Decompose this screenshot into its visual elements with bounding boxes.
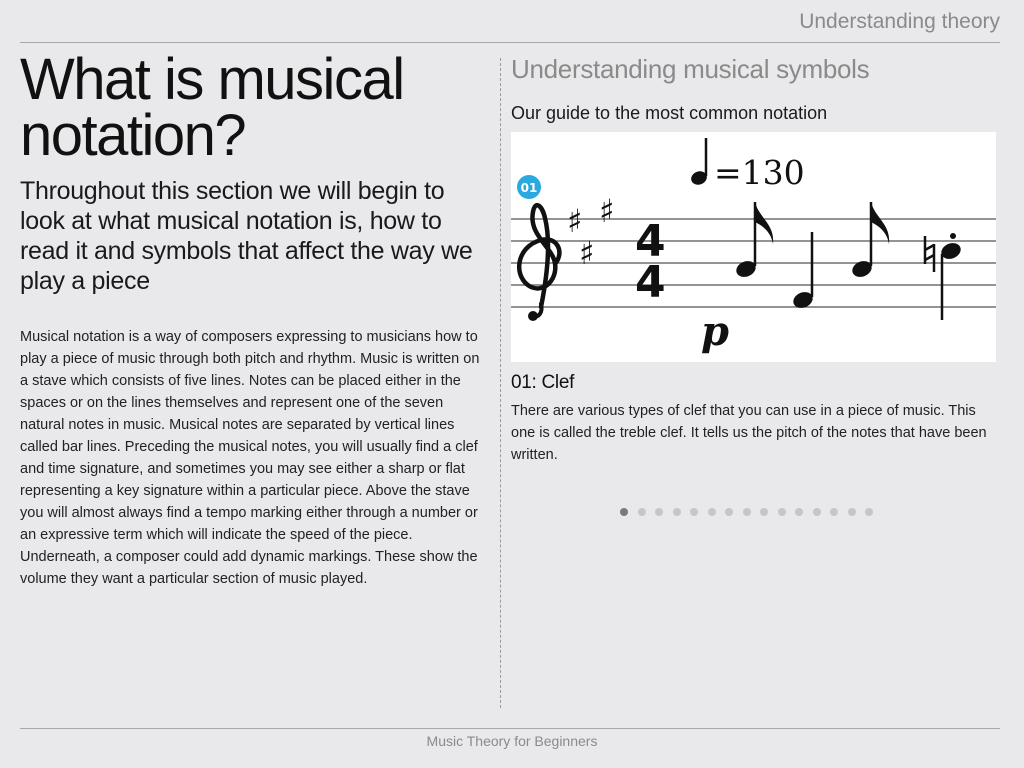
caption-title: 01: Clef xyxy=(511,372,575,393)
pagination-dots xyxy=(620,508,873,516)
page-dot-5[interactable] xyxy=(690,508,698,516)
header-title: Understanding theory xyxy=(799,10,1000,33)
header-divider xyxy=(20,42,1000,43)
time-signature xyxy=(635,216,666,308)
page-dot-12[interactable] xyxy=(813,508,821,516)
page-dot-2[interactable] xyxy=(638,508,646,516)
tempo-value: =130 xyxy=(714,153,805,192)
page-dot-10[interactable] xyxy=(778,508,786,516)
page-dot-11[interactable] xyxy=(795,508,803,516)
section-subtitle: Our guide to the most common notation xyxy=(511,103,828,123)
sharp-3: ♯ xyxy=(579,234,595,272)
page-dot-7[interactable] xyxy=(725,508,733,516)
quarter-note-1 xyxy=(791,232,815,311)
dynamic-marking: p xyxy=(701,308,729,355)
body-text: Musical notation is a way of composers expressing to musicians how to play a piece of music through both pitch and rhythm. Music is written on a stave which consists of five lines. Notes can be placed either in the spaces or on the lines themselves and represent one of the seven natural notes in music. Musical notes are separated by vertical lines called bar lines. Preceding the musical notes, you will usually find a clef and time signature, and sometimes you may see either a sharp or flat representing a key signature within a particular piece. Above the stave you will almost always find a tempo marking either through a number or an expressive term which will indicate the speed of the piece. Underneath, a composer could add dynamic markings. These show the volume they want a particular section of music played. xyxy=(20,329,480,587)
key-signature xyxy=(567,192,614,272)
page-title-line-2: notation? xyxy=(20,103,246,168)
intro-text: Throughout this section we will begin to look at what musical notation is, how to read it and symbols that affect the way we play a piece xyxy=(20,177,473,295)
footer-divider xyxy=(20,728,1000,729)
page-dot-15[interactable] xyxy=(865,508,873,516)
time-signature-bottom: 4 xyxy=(635,257,666,308)
right-column xyxy=(511,54,1001,466)
sharp-1: ♯ xyxy=(567,202,583,240)
notation-illustration xyxy=(511,132,996,362)
figure-badge-label: 01 xyxy=(520,181,538,195)
sharp-2: ♯ xyxy=(599,192,615,230)
column-divider xyxy=(500,58,501,708)
page-dot-6[interactable] xyxy=(708,508,716,516)
tempo-marking xyxy=(689,138,804,192)
page-dot-8[interactable] xyxy=(743,508,751,516)
time-signature-top: 4 xyxy=(635,216,666,267)
page-dot-1[interactable] xyxy=(620,508,628,516)
footer-text: Music Theory for Beginners xyxy=(426,733,598,749)
page-dot-14[interactable] xyxy=(848,508,856,516)
page-dot-9[interactable] xyxy=(760,508,768,516)
page-dot-13[interactable] xyxy=(830,508,838,516)
section-title: Understanding musical symbols xyxy=(511,54,870,84)
left-column xyxy=(20,47,490,590)
page-dot-3[interactable] xyxy=(655,508,663,516)
page-title xyxy=(20,47,490,168)
notation-figure[interactable] xyxy=(511,132,996,362)
page-dot-4[interactable] xyxy=(673,508,681,516)
caption-text: There are various types of clef that you can use in a piece of music. This one is called the treble clef. It tells us the pitch of the notes that have been written. xyxy=(511,403,987,463)
page-title-line-1: What is musical xyxy=(20,47,404,112)
